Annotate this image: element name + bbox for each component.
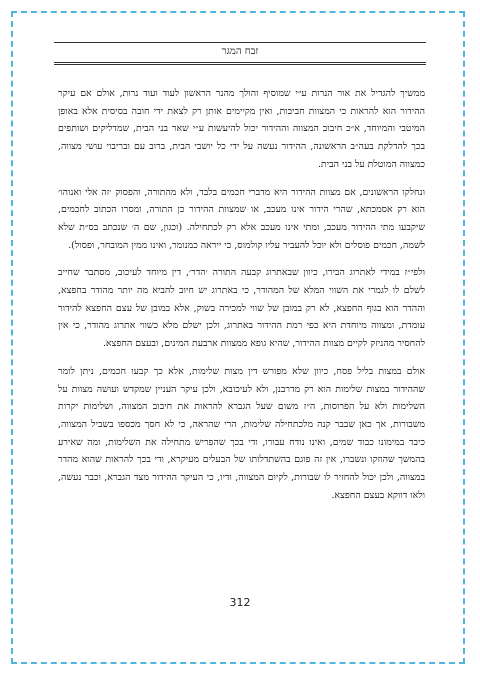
paragraph-2: ונחלקו הראשונים, אם מצוות ההידור היא מדברי חכמים בלבד, ולא מהתורה, והפסוק ׳זה אלי ואנוהו׳ הוא רק אסמכתא, שהרי הידור אינו מעכב, או שמצוות ההידור כן התורה, ומסרו הכתוב לחכמים, שיקבעו מתי ההידור מעכב, ומתי אינו מעכב אלא רק לכתחילה. (וכגון, שם ה׳ שנכתב בס״ת שלא לשמה, חכמים פוסלים ולא יוכל להעביר עליו קולמוס, כי ייראה כמנומר, ואינו ממין המובחר, ופסול). [58, 186, 425, 251]
header-rule-bottom [54, 62, 426, 65]
header-rule-top [54, 42, 426, 43]
running-header [54, 40, 426, 66]
page-number: 312 [229, 596, 251, 609]
paragraph-4: אולם במצות בליל פסח, כיוון שלא מפורש דין מצות שלימות, אלא כך קבעו חכמים, ניתן לומר שההידור במצות שלימות הוא רק מדרבנן, ולא לעיכובא, ולכן עיקר העניין שמקדש ועושה מצוות על השלימות ולא על הפרוסות, ה״ז משום שעל הגברא להראות את חיבוב המצווה, ושלימות יקרות משבורות, אך כאן שבבר קנה מלכתחילה שלימות, הרי שהראה, כי לא חסך מכספו בשביל המצווה, כיבד במימונו כבוד שמים, ואינו נודח עבורו, ודי בכך שהפריש מתחילה את השלימות, ומה שאירע בהמשך שהוזקו ונשברו, אין זה פוגם בהשתדלותו של הבעלים מעיקרא, ודי בכך להראות שהוא מהדר במצווה, ולכן יכול להחזיר לו שבורות, לקיום המצווה, ודיו, כי העיקר ההידור מצד הגברא, וכבר נעשה, ולאו דווקא בעצם החפצא. [58, 365, 425, 501]
header-title: זבח המגר [221, 46, 259, 57]
paragraph-3: ולפי״ז במידי לאתרוג הבירו, כיוון שבאתרוג קבעה התורה ׳הדר׳, דין מיוחד לעיכוב, מסתבר שחייב לשלם לו לגמרי את השווי המלא של המהודר, כי באתרוג יש חיוב להביא מה יותר מהודר בחפצא, וההדר הוא בגוף החפצא, לא רק במובן של שווי למכירה בשוק, אלא במובן של עצם החפצא להידור עומדת, ומצווה מיוחדת היא כפי רמת ההידור באתרוג, ולכן ישלם מלא כשווי אתרוג מהודר, כי אין להחסיר מהניזק לקיים מצוות ההידור, שהיא גופא ממצוות ארבעת המינים, ובעצם החפצא. [58, 267, 425, 350]
body-text [58, 85, 425, 514]
paragraph-1: ממשיך להגדיל את אור הנרות ע״י שמוסיף והולך מהנר הראשון לעוד ועוד נרות, אולם אם עיקר ההידור הוא להראות כי המצוות חביבות, ואין מקיימים אותן רק לצאת ידי חובה בסיסית אלא באופן המיטבי והמיוחד, א״כ חיבוב המצווה וההידור יכול להיעשות ע״י שאר בני הבית, שמדליקים ושותפים בכך להדלקת בעה״ב הראשונה, ההידור נעשה על ידי כל יושבי הבית, ברוב עם ובריבוי עושי מצווה, כמצווה המוטלת על בני הבית. [58, 88, 425, 170]
